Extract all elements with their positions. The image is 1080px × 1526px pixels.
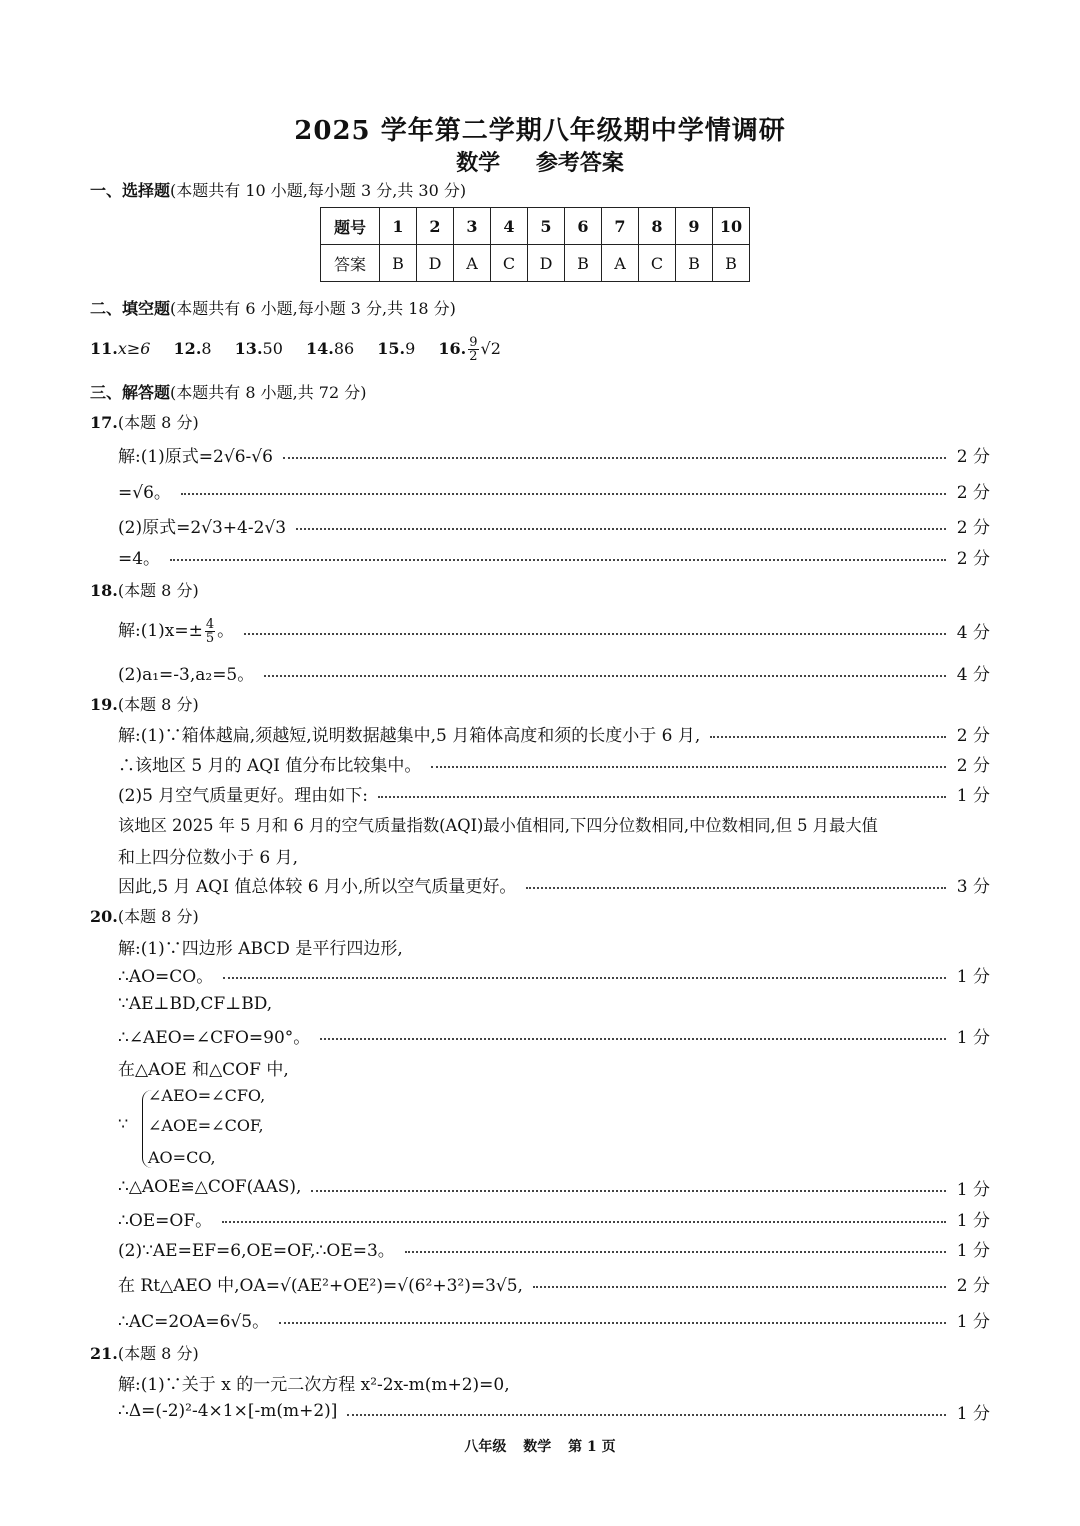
score-label: 1 分 xyxy=(956,1240,990,1261)
fraction-numerator: 4 xyxy=(205,616,215,632)
text-segment: 解:(1)x=± xyxy=(118,620,203,641)
section-2-label: 二、填空题 xyxy=(90,299,171,318)
q19-line-3 xyxy=(118,781,990,805)
q21-note: (本题 8 分) xyxy=(117,1344,199,1363)
fill-14-number: 14. xyxy=(305,339,334,358)
leader-dots xyxy=(405,1251,946,1253)
score-label: 1 分 xyxy=(956,785,990,806)
leader-dots xyxy=(222,1221,946,1223)
question-number: 8 xyxy=(639,208,676,245)
line-text: =4。 xyxy=(118,548,161,569)
fill-12-number: 12. xyxy=(173,339,202,358)
q20-line-3: ∵AE⊥BD,CF⊥BD, xyxy=(118,994,273,1014)
q20-line-9 xyxy=(118,1271,990,1295)
q20-line-8 xyxy=(118,1236,990,1260)
score-label: 4 分 xyxy=(956,622,990,643)
q17-line-3 xyxy=(118,513,990,537)
subtitle-subject: 数学 xyxy=(456,150,501,176)
brace-line-3: AO=CO, xyxy=(148,1148,216,1167)
leader-dots xyxy=(264,675,946,677)
score-label: 2 分 xyxy=(956,548,990,569)
brace-line-1: ∠AEO=∠CFO, xyxy=(148,1086,266,1105)
choice-answer-table xyxy=(320,207,750,282)
answer-cell: B xyxy=(713,245,750,282)
leader-dots xyxy=(279,1322,946,1324)
answer-cell: D xyxy=(417,245,454,282)
footer-subject: 数学 xyxy=(523,1439,552,1455)
q17-number: 17. xyxy=(90,413,118,432)
line-text: ∴该地区 5 月的 AQI 值分布比较集中。 xyxy=(118,755,422,776)
line-text: 因此,5 月 AQI 值总体较 6 月小,所以空气质量更好。 xyxy=(118,876,517,897)
leader-dots xyxy=(710,736,946,738)
table-header-label: 题号 xyxy=(321,208,380,245)
fraction xyxy=(205,618,215,645)
fill-16-tail: √2 xyxy=(480,339,501,358)
fill-15-answer: 9 xyxy=(405,339,416,358)
leader-dots xyxy=(347,1414,946,1416)
line-text: ∴△AOE≌△COF(AAS), xyxy=(118,1177,302,1197)
line-text: ∴Δ=(-2)²-4×1×[-m(m+2)] xyxy=(118,1401,338,1421)
q19-line-2 xyxy=(118,751,990,775)
question-number: 7 xyxy=(602,208,639,245)
fill-13-answer: 50 xyxy=(262,339,283,358)
leader-dots xyxy=(320,1038,946,1040)
fill-13-number: 13. xyxy=(234,339,263,358)
score-label: 1 分 xyxy=(956,966,990,987)
score-label: 2 分 xyxy=(956,482,990,503)
leader-dots xyxy=(378,796,946,798)
q20-note: (本题 8 分) xyxy=(117,907,199,926)
score-label: 2 分 xyxy=(956,446,990,467)
table-row xyxy=(321,245,750,282)
q19-heading xyxy=(90,692,199,715)
fill-12-answer: 8 xyxy=(201,339,212,358)
q19-line-4: 该地区 2025 年 5 月和 6 月的空气质量指数(AQI)最小值相同,下四分位数相同,中位数相同,但 5 月最大值 xyxy=(118,816,878,835)
table-row xyxy=(321,208,750,245)
q18-number: 18. xyxy=(90,581,118,600)
fraction-denominator: 2 xyxy=(469,349,478,364)
q20-line-10 xyxy=(118,1307,990,1331)
q18-note: (本题 8 分) xyxy=(117,581,199,600)
q19-number: 19. xyxy=(90,695,118,714)
question-number: 10 xyxy=(713,208,750,245)
answer-cell: C xyxy=(639,245,676,282)
question-number: 6 xyxy=(565,208,602,245)
q18-heading xyxy=(90,578,199,601)
q17-line-4 xyxy=(118,544,990,568)
section-3-heading xyxy=(90,380,366,403)
score-label: 1 分 xyxy=(956,1210,990,1231)
footer-page-number: 第 1 页 xyxy=(568,1439,616,1455)
score-label: 1 分 xyxy=(956,1027,990,1048)
text-segment: 。 xyxy=(217,620,235,641)
answer-cell: D xyxy=(528,245,565,282)
line-text: (2)∵AE=EF=6,OE=OF,∴OE=3。 xyxy=(118,1240,395,1261)
q19-line-5: 和上四分位数小于 6 月, xyxy=(118,848,299,868)
q21-heading xyxy=(90,1341,199,1364)
section-1-label: 一、选择题 xyxy=(90,181,171,200)
q20-number: 20. xyxy=(90,907,118,926)
subtitle-type: 参考答案 xyxy=(535,150,624,176)
line-text xyxy=(118,616,234,645)
line-text: ∴OE=OF。 xyxy=(118,1210,213,1231)
leader-dots xyxy=(244,633,946,635)
answer-cell: C xyxy=(491,245,528,282)
question-number: 5 xyxy=(528,208,565,245)
score-label: 3 分 xyxy=(956,876,990,897)
fill-11-answer: x≥6 xyxy=(117,339,151,358)
brace-line-2: ∠AOE=∠COF, xyxy=(148,1116,264,1135)
table-answer-label: 答案 xyxy=(321,245,380,282)
fill-16-fraction xyxy=(468,336,478,363)
section-1-heading xyxy=(90,178,466,201)
score-label: 2 分 xyxy=(956,517,990,538)
q17-line-2 xyxy=(118,478,990,502)
score-label: 2 分 xyxy=(956,1275,990,1296)
q21-line-1: 解:(1)∵关于 x 的一元二次方程 x²-2x-m(m+2)=0, xyxy=(118,1375,510,1395)
line-text: (2)5 月空气质量更好。理由如下: xyxy=(118,785,369,806)
section-2-heading xyxy=(90,296,456,319)
section-2-note: (本题共有 6 小题,每小题 3 分,共 18 分) xyxy=(170,299,456,318)
q17-line-1 xyxy=(118,442,990,466)
q20-line-4 xyxy=(118,1023,990,1047)
question-number: 1 xyxy=(380,208,417,245)
leader-dots xyxy=(311,1190,946,1192)
line-text: 解:(1)∵箱体越扁,须越短,说明数据越集中,5 月箱体高度和须的长度小于 6 月, xyxy=(118,725,701,746)
line-text: =√6。 xyxy=(118,482,171,503)
question-number: 4 xyxy=(491,208,528,245)
page-title: 2025 学年第二学期八年级期中学情调研 xyxy=(294,116,786,146)
leader-dots xyxy=(526,887,946,889)
leader-dots xyxy=(283,457,946,459)
q17-heading xyxy=(90,410,199,433)
leader-dots xyxy=(431,766,946,768)
q18-line-2 xyxy=(118,660,990,684)
q19-line-6 xyxy=(118,872,990,896)
leader-dots xyxy=(533,1286,946,1288)
q21-number: 21. xyxy=(90,1344,118,1363)
q19-note: (本题 8 分) xyxy=(117,695,199,714)
q20-line-5: 在△AOE 和△COF 中, xyxy=(118,1060,289,1080)
fraction-denominator: 5 xyxy=(205,630,215,646)
answer-cell: A xyxy=(602,245,639,282)
line-text: (2)a₁=-3,a₂=5。 xyxy=(118,664,255,685)
q18-line-1 xyxy=(118,616,990,646)
answer-cell: A xyxy=(454,245,491,282)
score-label: 2 分 xyxy=(956,725,990,746)
line-text: 在 Rt△AEO 中,OA=√(AE²+OE²)=√(6²+3²)=3√5, xyxy=(118,1275,523,1296)
q20-line-6 xyxy=(118,1175,990,1199)
fraction-numerator: 9 xyxy=(469,335,478,350)
leader-dots xyxy=(181,493,946,495)
question-number: 9 xyxy=(676,208,713,245)
because-symbol: ∵ xyxy=(118,1114,129,1133)
answer-cell: B xyxy=(380,245,417,282)
question-number: 3 xyxy=(454,208,491,245)
line-text: (2)原式=2√3+4-2√3 xyxy=(118,517,287,538)
score-label: 2 分 xyxy=(956,755,990,776)
footer-grade: 八年级 xyxy=(464,1439,507,1455)
fill-14-answer: 86 xyxy=(333,339,355,358)
score-label: 4 分 xyxy=(956,664,990,685)
fill-in-answers xyxy=(90,336,501,363)
q20-heading xyxy=(90,904,199,927)
question-number: 2 xyxy=(417,208,454,245)
score-label: 1 分 xyxy=(956,1403,990,1424)
answer-cell: B xyxy=(565,245,602,282)
q20-line-7 xyxy=(118,1206,990,1230)
leader-dots xyxy=(223,977,946,979)
line-text: ∴AC=2OA=6√5。 xyxy=(118,1311,270,1332)
q20-line-1: 解:(1)∵四边形 ABCD 是平行四边形, xyxy=(118,939,403,959)
leader-dots xyxy=(296,528,946,530)
answer-cell: B xyxy=(676,245,713,282)
page-footer xyxy=(0,1436,1080,1456)
line-text: 解:(1)原式=2√6-√6 xyxy=(118,446,273,467)
section-1-note: (本题共有 10 小题,每小题 3 分,共 30 分) xyxy=(170,181,467,200)
fill-11-number: 11. xyxy=(90,339,118,358)
section-3-label: 三、解答题 xyxy=(90,383,171,402)
leader-dots xyxy=(170,559,946,561)
q17-note: (本题 8 分) xyxy=(117,413,199,432)
q20-line-2 xyxy=(118,962,990,986)
line-text: ∴AO=CO。 xyxy=(118,966,214,987)
q21-line-2 xyxy=(118,1399,990,1423)
section-3-note: (本题共有 8 小题,共 72 分) xyxy=(170,383,367,402)
q19-line-1 xyxy=(118,721,990,745)
fill-16-number: 16. xyxy=(438,339,467,358)
page-subtitle xyxy=(0,146,1080,177)
fill-15-number: 15. xyxy=(377,339,406,358)
line-text: ∴∠AEO=∠CFO=90°。 xyxy=(118,1027,311,1048)
score-label: 1 分 xyxy=(956,1311,990,1332)
score-label: 1 分 xyxy=(956,1179,990,1200)
